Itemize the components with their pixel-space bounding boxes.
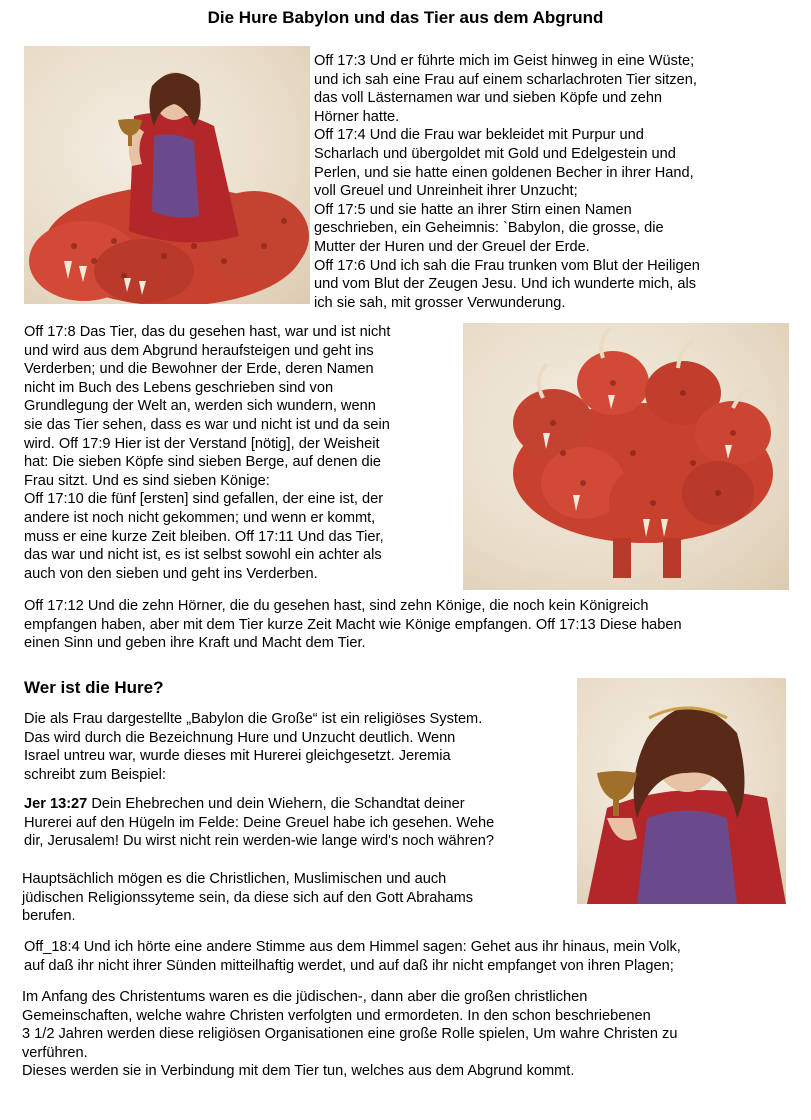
- text-line: geschrieben, ein Geheimnis: `Babylon, die grosse, die: [314, 220, 664, 237]
- intro-paragraph: [24, 710, 574, 784]
- text-line: Off 17:12 Und die zehn Hörner, die du gesehen hast, sind zehn Könige, die noch kein Königreich: [24, 598, 649, 614]
- section-heading: Wer ist die Hure?: [24, 678, 164, 697]
- woman-with-goblet-image: [577, 678, 786, 904]
- text-line: nicht im Buch des Lebens geschrieben sind von: [24, 379, 334, 396]
- text-line: voll Greuel und Unreinheit ihrer Unzucht;: [314, 183, 578, 200]
- text-line: jüdischen Religionssyteme sein, da diese sich auf den Gott Abrahams: [22, 889, 474, 906]
- text-line: berufen.: [22, 908, 76, 925]
- text-line: Scharlach und übergoldet mit Gold und Edelgestein und: [314, 145, 676, 162]
- text-line: einen Sinn und geben ihre Kraft und Macht dem Tier.: [24, 635, 366, 652]
- verse-text: Dein Ehebrechen und dein Wiehern, die Schandtat deiner: [87, 796, 465, 812]
- text-line: Hurerei auf den Hügeln im Felde: Deine Greuel habe ich gesehen. Wehe: [24, 814, 495, 831]
- text-line: Off 17:5 und sie hatte an ihrer Stirn einen Namen: [314, 201, 632, 218]
- text-line: Verderben; und die Bewohner der Erde, deren Namen: [24, 361, 374, 378]
- text-line: auch von den sieben und geht ins Verderben.: [24, 565, 318, 582]
- text-line: und vom Blut der Zeugen Jesu. Und ich wunderte mich, als: [314, 276, 697, 293]
- revelation-18-4-text: [24, 938, 809, 975]
- religious-systems-paragraph: [22, 870, 562, 926]
- text-line: Off 17:4 Und die Frau war bekleidet mit Purpur und: [314, 127, 644, 144]
- text-line: und ich sah eine Frau auf einem scharlachroten Tier sitzen,: [314, 71, 697, 88]
- text-line: Das wird durch die Bezeichnung Hure und Unzucht deutlich. Wenn: [24, 729, 456, 746]
- text-line: wird. Off 17:9 Hier ist der Verstand [nötig], der Weisheit: [24, 435, 380, 452]
- text-line: Dieses werden sie in Verbindung mit dem Tier tun, welches aus dem Abgrund kommt.: [22, 1063, 575, 1080]
- text-line: Off 17:8 Das Tier, das du gesehen hast, war und ist nicht: [24, 324, 391, 340]
- text-line: Hauptsächlich mögen es die Christlichen, Muslimischen und auch: [22, 871, 447, 887]
- text-line: Grundlegung der Welt an, werden sich wundern, wenn: [24, 398, 376, 415]
- revelation-17-8-11-text: [24, 323, 464, 583]
- text-line: schreibt zum Beispiel:: [24, 766, 166, 783]
- text-line: [24, 795, 584, 814]
- text-line: Off 17:3 Und er führte mich im Geist hinweg in eine Wüste;: [314, 53, 695, 69]
- text-line: Off_18:4 Und ich hörte eine andere Stimme aus dem Himmel sagen: Gehet aus ihr hinaus, mein Volk,: [24, 939, 681, 955]
- text-line: Perlen, und sie hatte einen goldenen Becher in ihrer Hand,: [314, 164, 694, 181]
- text-line: Mutter der Huren und der Greuel der Erde.: [314, 238, 590, 255]
- text-line: 3 1/2 Jahren werden diese religiösen Organisationen eine große Rolle spielen, Um wahre Christen zu: [22, 1026, 678, 1043]
- text-line: das voll Lästernamen war und sieben Köpfe und zehn: [314, 90, 663, 107]
- text-line: verführen.: [22, 1044, 88, 1061]
- revelation-17-12-13-text: [24, 597, 804, 653]
- text-line: dir, Jerusalem! Du wirst nicht rein werden-wie lange wird's noch währen?: [24, 833, 494, 850]
- text-line: Im Anfang des Christentums waren es die jüdischen-, dann aber die großen christlichen: [22, 989, 588, 1005]
- text-line: das war und nicht ist, es ist selbst sowohl ein achter als: [24, 547, 382, 564]
- text-line: Die als Frau dargestellte „Babylon die Große“ ist ein religiöses System.: [24, 711, 483, 727]
- history-paragraph: [22, 988, 807, 1081]
- text-line: auf daß ihr nicht ihrer Sünden mitteilhaftig werdet, und auf daß ihr nicht empfanget von ihren Plagen;: [24, 957, 674, 974]
- text-line: Frau sitzt. Und es sind sieben Könige:: [24, 472, 270, 489]
- text-line: Off 17:6 Und ich sah die Frau trunken vom Blut der Heiligen: [314, 257, 700, 274]
- seven-headed-beast-image: [463, 323, 789, 590]
- text-line: Gemeinschaften, welche wahre Christen verfolgten und ermordeten. In den schon beschriebenen: [22, 1007, 651, 1024]
- woman-on-beast-image: [24, 46, 310, 304]
- verse-reference: Jer 13:27: [24, 796, 88, 812]
- text-line: sie das Tier sehen, dass es war und nicht ist und da sein: [24, 416, 390, 433]
- text-line: empfangen haben, aber mit dem Tier kurze Zeit Macht wie Könige empfangen. Off 17:13 Diese haben: [24, 616, 682, 633]
- text-line: muss er eine kurze Zeit bleiben. Off 17:11 Und das Tier,: [24, 528, 384, 545]
- page-title: Die Hure Babylon und das Tier aus dem Abgrund: [207, 8, 604, 27]
- text-line: Off 17:10 die fünf [ersten] sind gefallen, der eine ist, der: [24, 491, 384, 508]
- text-line: Hörner hatte.: [314, 108, 400, 125]
- text-line: hat: Die sieben Köpfe sind sieben Berge, auf denen die: [24, 454, 381, 471]
- jeremiah-quote: [24, 795, 584, 851]
- revelation-17-3-6-text: [314, 52, 804, 312]
- text-line: ich sie sah, mit grosser Verwunderung.: [314, 294, 566, 311]
- text-line: Israel untreu war, wurde dieses mit Hurerei gleichgesetzt. Jeremia: [24, 748, 451, 765]
- text-line: und wird aus dem Abgrund heraufsteigen und geht ins: [24, 342, 374, 359]
- text-line: andere ist noch nicht gekommen; und wenn er kommt,: [24, 509, 376, 526]
